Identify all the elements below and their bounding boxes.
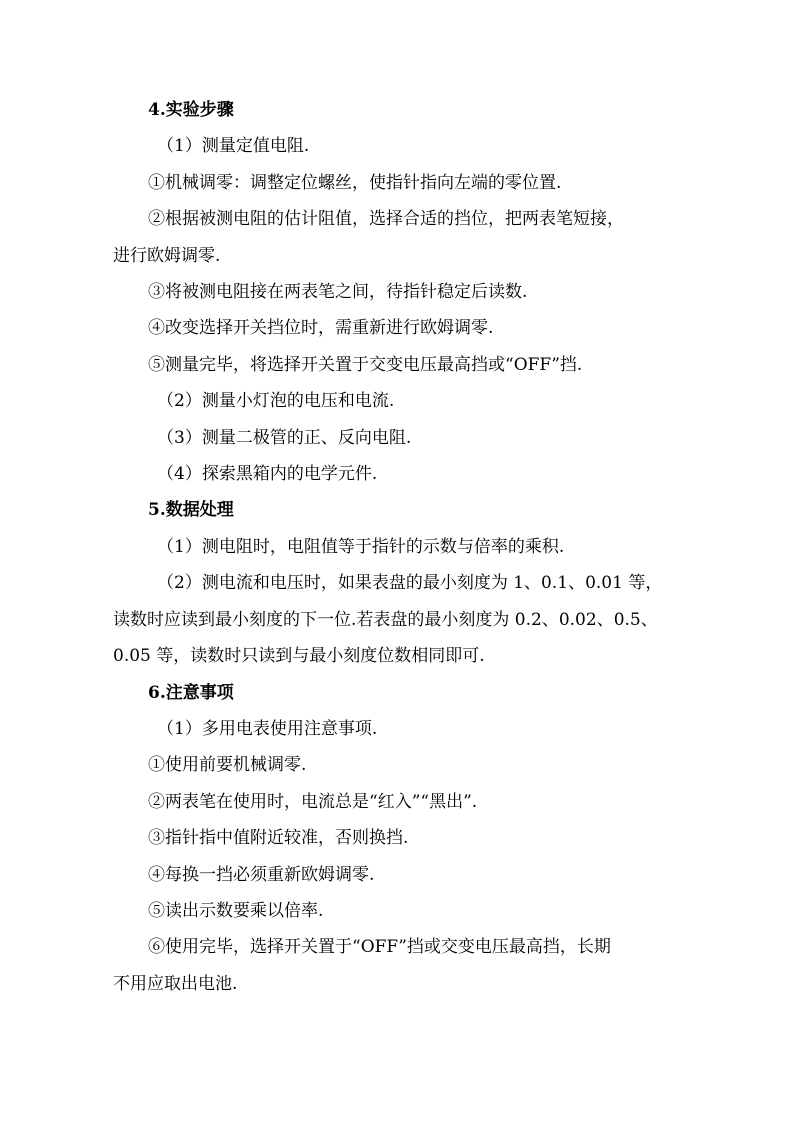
data-current-voltage-line2: 读数时应读到最小刻度的下一位.若表盘的最小刻度为 0.2、0.02、0.5、 xyxy=(113,609,658,630)
subsection-measure-resistor: （1）测量定值电阻. xyxy=(157,136,310,157)
precaution-mechanical-zero: ①使用前要机械调零. xyxy=(148,755,307,776)
precaution-multiply-rate: ⑤读出示数要乘以倍率. xyxy=(148,900,324,921)
data-resistance-reading: （1）测电阻时，电阻值等于指针的示数与倍率的乘积. xyxy=(157,536,565,557)
precaution-ohm-zero: ④每换一挡必须重新欧姆调零. xyxy=(148,864,375,885)
section-heading-experiment-steps: 4.实验步骤 xyxy=(148,100,234,120)
section-heading-data-processing: 5.数据处理 xyxy=(148,500,234,521)
step-select-range-line1: ②根据被测电阻的估计阻值，选择合适的挡位，把两表笔短接， xyxy=(148,209,624,230)
subsection-measure-bulb: （2）测量小灯泡的电压和电流. xyxy=(157,391,395,412)
step-change-range: ④改变选择开关挡位时，需重新进行欧姆调零. xyxy=(148,318,494,339)
step-mechanical-zero: ①机械调零：调整定位螺丝，使指针指向左端的零位置. xyxy=(148,172,562,193)
step-connect-resistor: ③将被测电阻接在两表笔之间，待指针稳定后读数. xyxy=(148,282,528,303)
step-select-range-line2: 进行欧姆调零. xyxy=(113,245,221,266)
document-body xyxy=(113,92,693,1002)
precaution-after-use-line2: 不用应取出电池. xyxy=(113,973,238,994)
subsection-multimeter-precautions: （1）多用电表使用注意事项. xyxy=(157,718,378,739)
precaution-probe-current: ②两表笔在使用时，电流总是“红入”“黑出”. xyxy=(148,791,478,812)
data-current-voltage-line1: （2）测电流和电压时，如果表盘的最小刻度为 1、0.1、0.01 等， xyxy=(157,573,663,594)
section-heading-precautions: 6.注意事项 xyxy=(148,682,234,703)
precaution-pointer-middle: ③指针指中值附近较准，否则换挡. xyxy=(148,828,409,849)
subsection-measure-diode: （3）测量二极管的正、反向电阻. xyxy=(157,427,412,448)
subsection-black-box: （4）探索黑箱内的电学元件. xyxy=(157,464,378,485)
data-current-voltage-line3: 0.05 等，读数时只读到与最小刻度位数相同即可. xyxy=(113,646,485,667)
precaution-after-use-line1: ⑥使用完毕，选择开关置于“OFF”挡或交变电压最高挡，长期 xyxy=(148,937,611,958)
step-finish-measurement: ⑤测量完毕，将选择开关置于交变电压最高挡或“OFF”挡. xyxy=(148,354,583,375)
